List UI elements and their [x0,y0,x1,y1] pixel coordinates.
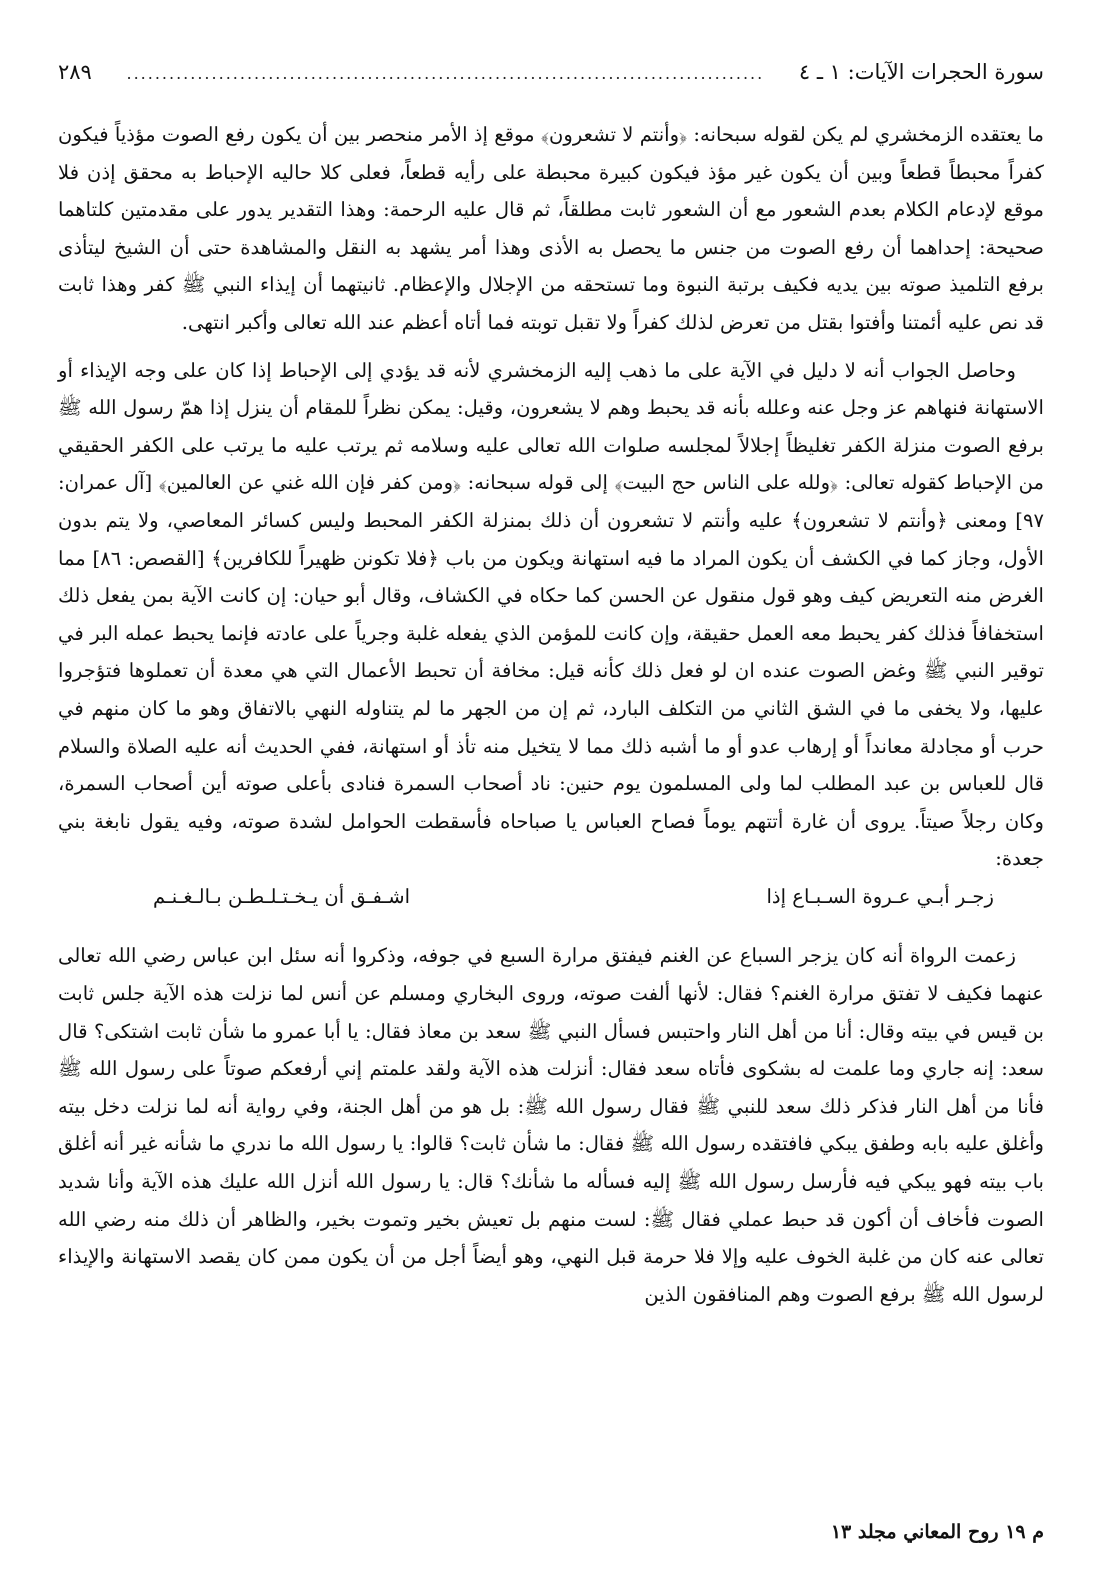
spacer [58,342,1044,352]
header-leader-dots: .......................................................................................... [126,64,765,83]
running-header [58,60,1044,106]
poetry-verse [58,878,1044,916]
paragraph-3: زعمت الرواة أنه كان يزجر السباع عن الغنم فيفتق مرارة السبع في جوفه، وذكروا أنه سئل ابن عباس رضي الله تعالى عنهما فكيف لا تفتق مرارة الغنم؟ فقال: لأنها ألفت صوته، وروى البخاري ومسلم عن أنس لما نزلت هذه الآية جلس ثابت بن قيس في بيته وقال: أنا من أهل النار واحتبس فسأل النبي ﷺ سعد بن معاذ فقال: يا أبا عمرو ما شأن ثابت اشتكى؟ قال سعد: إنه جاري وما علمت له بشكوى فأتاه سعد فقال: أنزلت هذه الآية ولقد علمتم إني أرفعكم صوتاً على رسول الله ﷺ فأنا من أهل النار فذكر ذلك سعد للنبي ﷺ فقال رسول الله ﷺ: بل هو من أهل الجنة، وفي رواية أنه لما نزلت دخل بيته وأغلق عليه بابه وطفق يبكي فافتقده رسول الله ﷺ فقال: ما شأن ثابت؟ قالوا: يا رسول الله ما ندري ما شأنه غير أنه أغلق باب بيته فهو يبكي فيه فأرسل رسول الله ﷺ إليه فسأله ما شأنك؟ قال: يا رسول الله أنزل الله عليك هذه الآية وأنا شديد الصوت فأخاف أن أكون قد حبط عملي فقال ﷺ: لست منهم بل تعيش بخير وتموت بخير، والظاهر أن ذلك منه رضي الله تعالى عنه كان من غلبة الخوف عليه وإلا فلا حرمة قبل النهي، وهو أيضاً أجل من أن يكون ممن كان يقصد الاستهانة والإيذاء لرسول الله ﷺ برفع الصوت وهم المنافقون الذين [58,944,1044,1306]
paragraph-1: ما يعتقده الزمخشري لم يكن لقوله سبحانه: ﴿وأنتم لا تشعرون﴾ موقع إذ الأمر منحصر بين أن يكون رفع الصوت مؤذياً فيكون كفراً محبطاً قطعاً وبين أن يكون غير مؤذ فيكون كبيرة محبطة على رأيه قطعاً، فعلى كلا حاليه الإحباط به محقق إذن فلا موقع لإدعام الكلام بعدم الشعور مع أن الشعور ثابت مطلقاً، ثم قال عليه الرحمة: وهذا التقدير يدور على مقدمتين كلتاهما صحيحة: إحداهما أن رفع الصوت من جنس ما يحصل به الأذى وهذا أمر يشهد به النقل والمشاهدة حتى أن الشيخ ليتأذى برفع التلميذ صوته بين يديه فكيف برتبة النبوة وما تستحقه من الإجلال والإعظام. ثانيتهما أن إيذاء النبي ﷺ كفر وهذا ثابت قد نص عليه أئمتنا وأفتوا بقتل من تعرض لذلك كفراً ولا تقبل توبته فما أتاه أعظم عند الله تعالى وأكبر انتهى. [58,123,1044,334]
spacer [58,106,1044,116]
book-page [58,60,1044,1560]
sura-title: سورة الحجرات الآيات: ١ ـ ٤ [798,60,1044,84]
signature-mark: م ١٩ روح المعاني مجلد ١٣ [830,1521,1044,1543]
paragraph-2: وحاصل الجواب أنه لا دليل في الآية على ما ذهب إليه الزمخشري لأنه قد يؤدي إلى الإحباط إذا كان على وجه الإيذاء أو الاستهانة فنهاهم عز وجل عنه وعلله بأنه قد يحبط وهم لا يشعرون، وقيل: يمكن نظراً للمقام أن ينزل إذا همّ رسول الله ﷺ برفع الصوت منزلة الكفر تغليظاً إجلالاً لمجلسه صلوات الله تعالى عليه وسلامه ثم يرتب عليه ما يرتب على الكفر الحقيقي من الإحباط كقوله تعالى: ﴿ولله على الناس حج البيت﴾ إلى قوله سبحانه: ﴿ومن كفر فإن الله غني عن العالمين﴾ [آل عمران: ٩٧] ومعنى ﴿وأنتم لا تشعرون﴾ عليه وأنتم لا تشعرون أن ذلك بمنزلة الكفر المحبط وليس كسائر المعاصي، ولا يتم بدون الأول، وجاز كما في الكشف أن يكون المراد ما فيه استهانة ويكون من باب ﴿فلا تكونن ظهيراً للكافرين﴾ [القصص: ٨٦] مما الغرض منه التعريض كيف وهو قول منقول عن الحسن كما حكاه في الكشاف، وقال أبو حيان: إن كانت الآية بمن يفعل ذلك استخفافاً فذلك كفر يحبط معه العمل حقيقة، وإن كانت للمؤمن الذي يفعله غلبة وجرياً على عادته فإنما يحبط عمله البر في توقير النبي ﷺ وغض الصوت عنده ان لو فعل ذلك كأنه قيل: مخافة أن تحبط الأعمال التي هي معدة أن تعملوها فتؤجروا عليها، ولا يخفى ما في الشق الثاني من التكلف البارد، ثم إن من الجهر ما لم يتناوله النهي بالاتفاق وهو ما كان منهم في حرب أو مجادلة معانداً أو إرهاب عدو أو ما أشبه ذلك مما لا يتخيل منه تأذ أو استهانة، ففي الحديث أنه عليه الصلاة والسلام قال للعباس بن عبد المطلب لما ولى المسلمون يوم حنين: ناد أصحاب السمرة فنادى بأعلى صوته أين أصحاب السمرة، وكان رجلاً صيتاً. يروى أن غارة أتتهم يوماً فصاح العباس يا صباحاه فأسقطت الحوامل لشدة صوته، وفيه يقول نابغة بني جعدة: [58,358,1045,871]
page-number: ٢٨٩ [58,60,92,84]
spacer [58,915,1044,937]
verse-second-hemistich: اشـفـق أن يـخـتـلـطـن بـالـغـنـم [153,884,411,908]
verse-first-hemistich: زجـر أبـي عـروة السـبـاع إذا [766,884,994,908]
